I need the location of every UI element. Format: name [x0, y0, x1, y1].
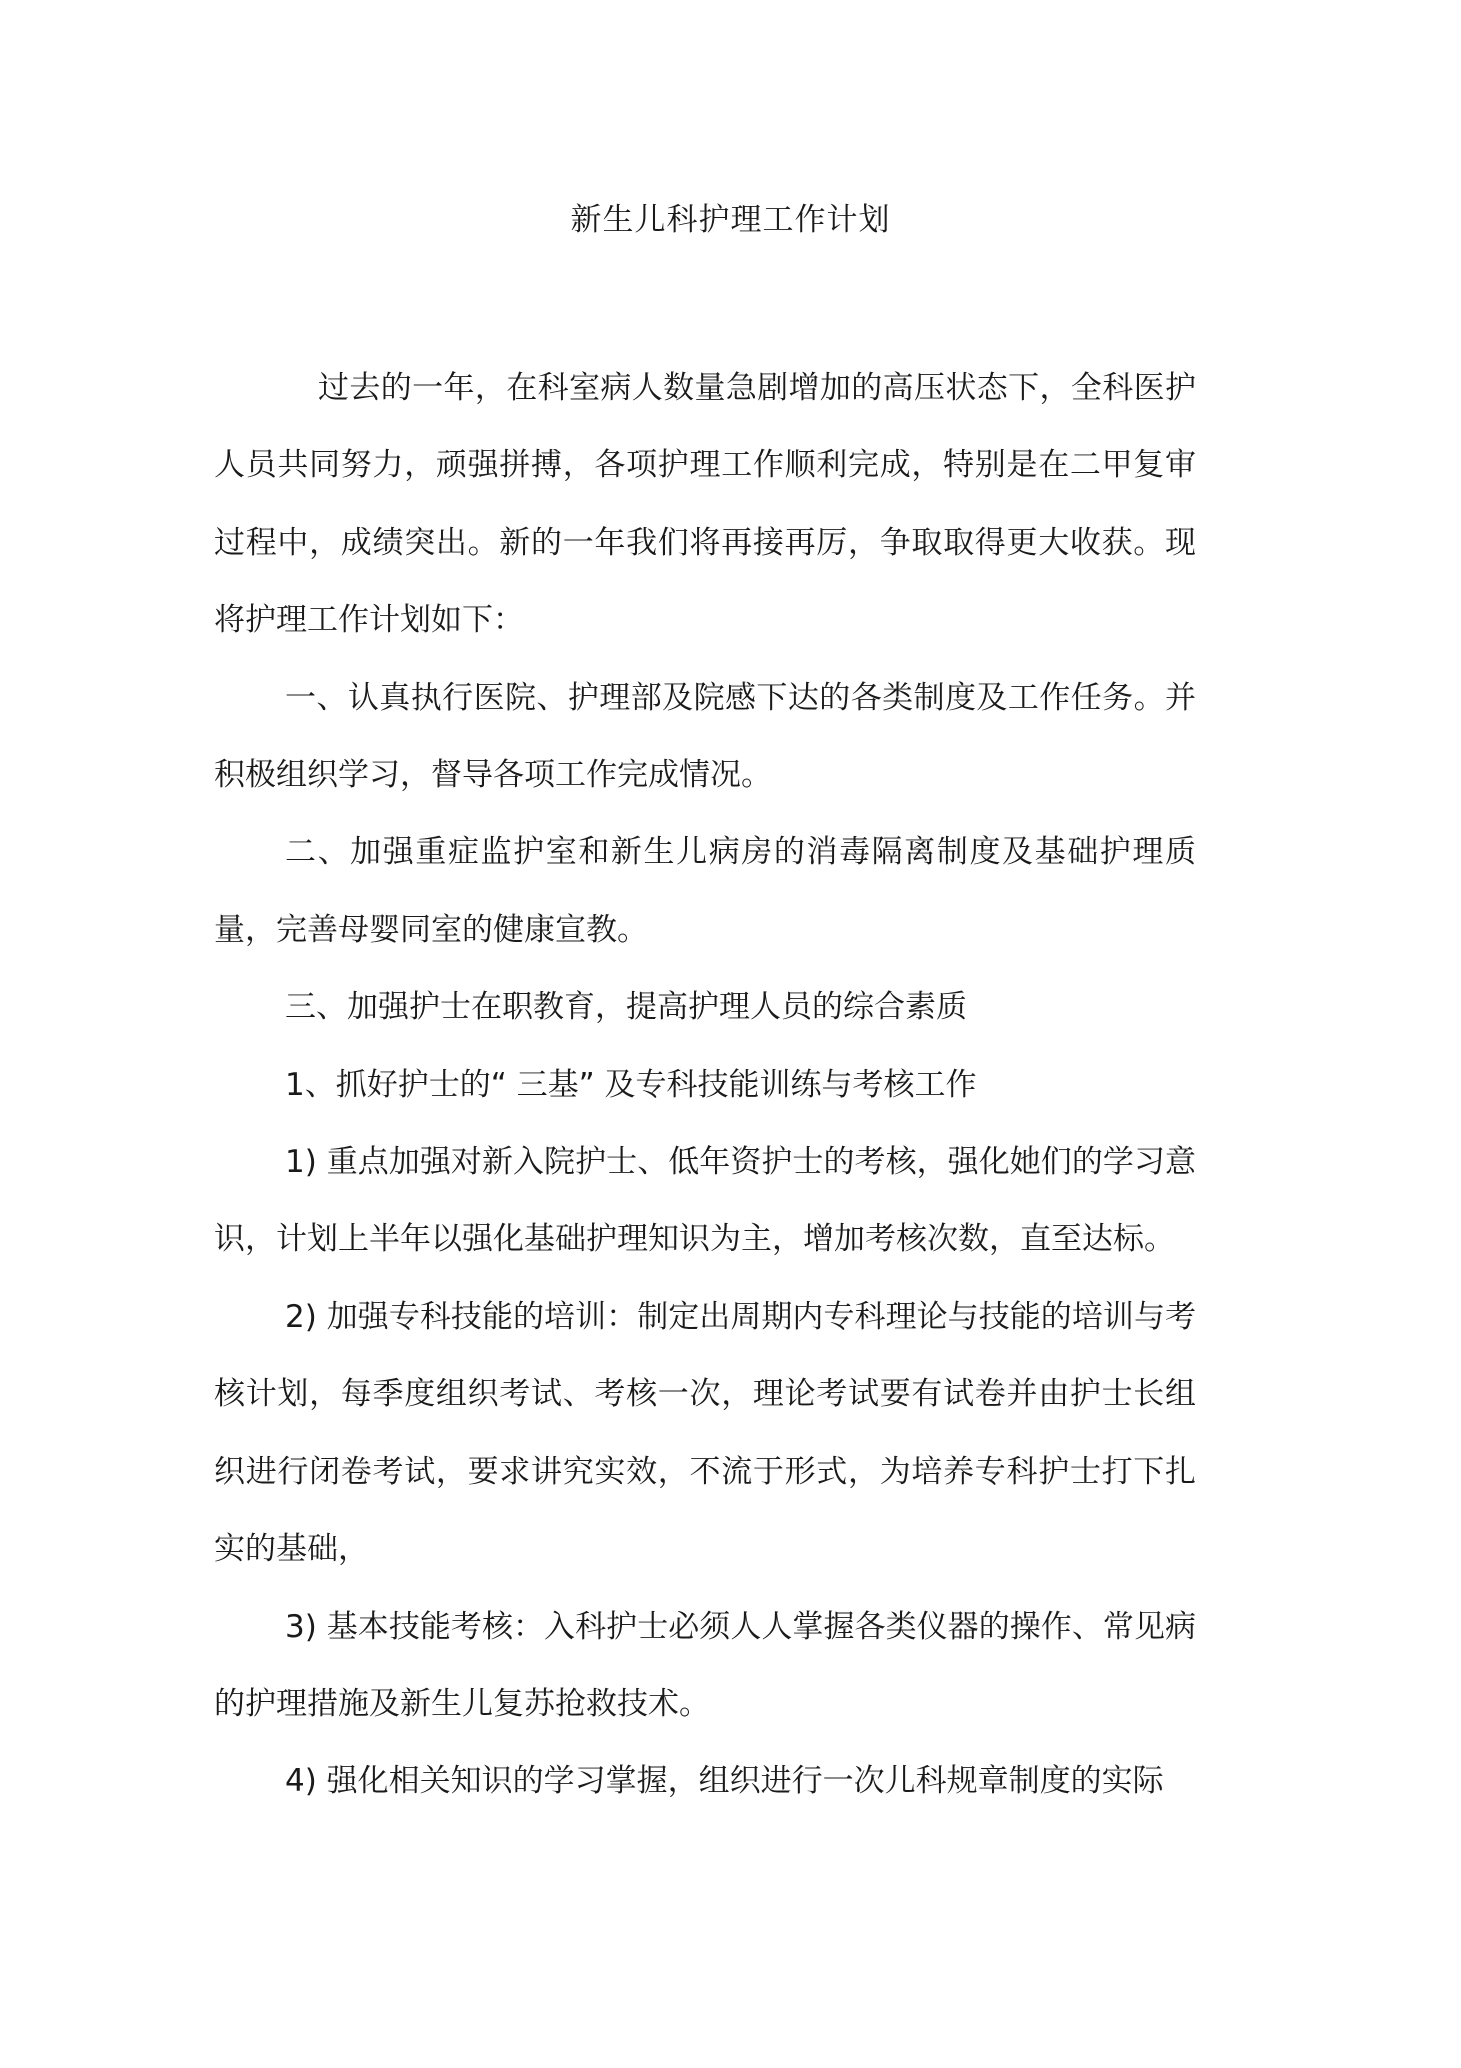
paragraph-point-4: 4) 强化相关知识的学习掌握，组织进行一次儿科规章制度的实际 — [285, 1763, 1164, 1800]
paragraph-item-3: 三、加强护士在职教育，提高护理人员的综合素质 — [285, 989, 967, 1026]
paragraph-subitem-1: 1、抓好护士的“ 三基” 及专科技能训练与考核工作 — [285, 1066, 977, 1103]
paragraph-point-2: 2) 加强专科技能的培训：制定出周期内专科理论与技能的培训与考核计划，每季度组织考试、考核一次，理论考试要有试卷并由护士长组织进行闭卷考试，要求讲究实效，不流于形式，为培养专科护士打下扎实的基础， — [214, 1298, 1196, 1568]
paragraph-point-1: 1) 重点加强对新入院护士、低年资护士的考核，强化她们的学习意识，计划上半年以强化基础护理知识为主，增加考核次数，直至达标。 — [214, 1144, 1196, 1258]
paragraph-item-2: 二、加强重症监护室和新生儿病房的消毒隔离制度及基础护理质量，完善母婴同室的健康宣教。 — [214, 834, 1196, 948]
document-body — [214, 350, 1196, 1821]
paragraph-intro: 过去的一年，在科室病人数量急剧增加的高压状态下，全科医护人员共同努力，顽强拼搏，各项护理工作顺利完成，特别是在二甲复审过程中，成绩突出。新的一年我们将再接再厉，争取取得更大收获。现将护理工作计划如下： — [214, 370, 1196, 639]
document-title: 新生儿科护理工作计划 — [570, 202, 891, 238]
paragraph-point-3: 3) 基本技能考核：入科护士必须人人掌握各类仪器的操作、常见病的护理措施及新生儿复苏抢救技术。 — [214, 1608, 1196, 1722]
paragraph-item-1: 一、认真执行医院、护理部及院感下达的各类制度及工作任务。并积极组织学习，督导各项工作完成情况。 — [214, 679, 1196, 794]
